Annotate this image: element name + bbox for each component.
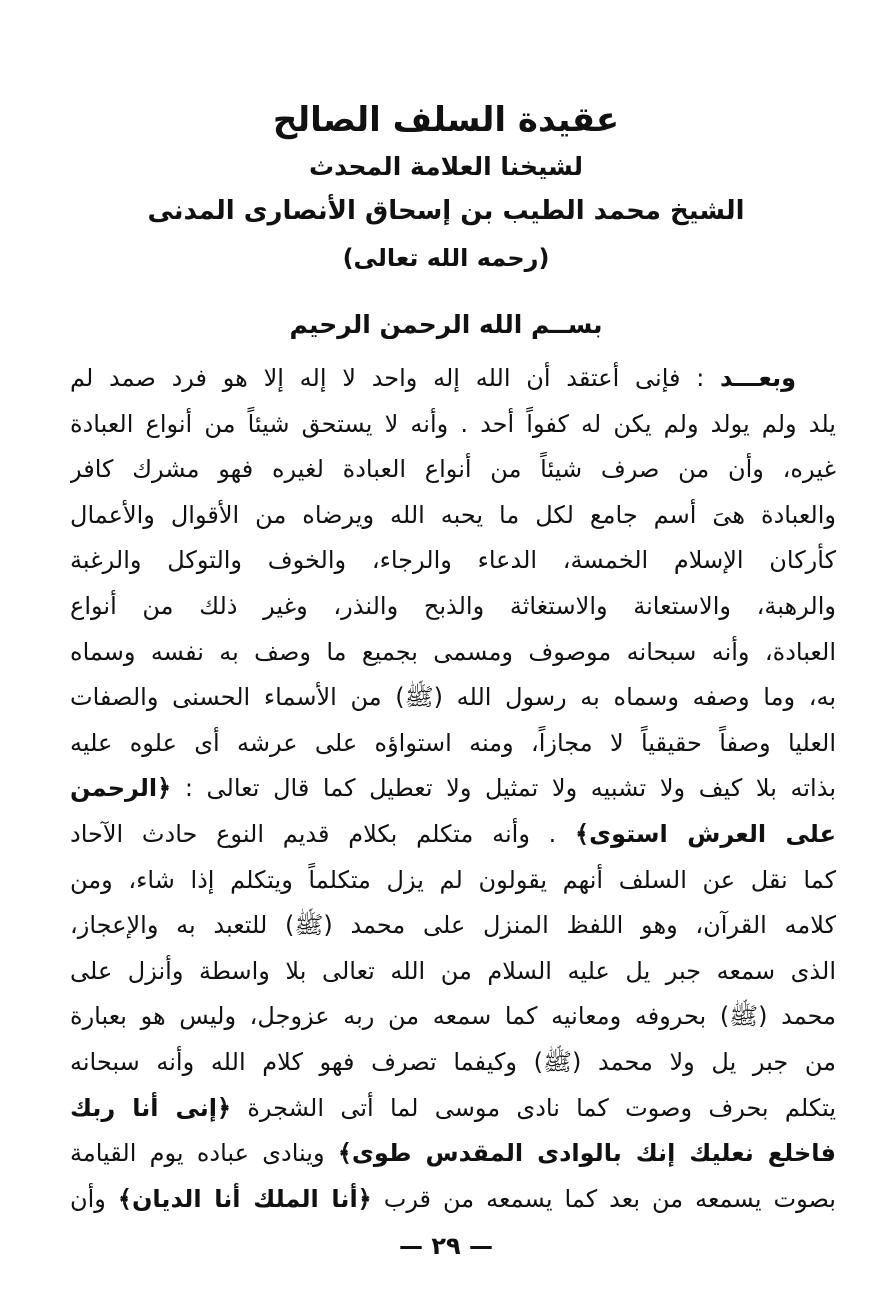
- text-segment: به، وما وصفه وسماه به رسول الله (ﷺ) من الأسماء الحسنى والصفات: [70, 683, 836, 712]
- text-segment: بصوت يسمعه من بعد كما يسمعه من قرب: [371, 1184, 836, 1213]
- body-text: [70, 356, 836, 1222]
- text-line: [70, 493, 836, 539]
- text-line: [70, 630, 836, 676]
- text-line: [70, 447, 836, 493]
- text-segment: محمد (ﷺ) بحروفه ومعانيه كما سمعه من ربه عزوجل، وليس هو بعبارة: [70, 1002, 836, 1031]
- text-segment: والعبادة هىَ أسم جامع لكل ما يحبه الله ويرضاه من الأقوال والأعمال: [70, 500, 836, 529]
- text-line: [70, 356, 836, 402]
- bold-text-segment: وبعـــد: [720, 364, 796, 392]
- text-line: [70, 675, 836, 721]
- text-segment: وينادى عباده يوم القيامة: [70, 1139, 338, 1168]
- subtitle: لشيخنا العلامة المحدث: [308, 152, 584, 181]
- text-segment: من جبر يل ولا محمد (ﷺ) وكيفما تصرف فهو كلام الله وأنه سبحانه: [70, 1047, 836, 1076]
- bold-text-segment: على العرش استوى﴾: [575, 819, 836, 848]
- text-line: [70, 949, 836, 995]
- text-line: [70, 1040, 836, 1086]
- text-segment: . وأنه متكلم بكلام قديم النوع حادث الآحاد: [70, 819, 576, 848]
- bold-text-segment: فاخلع نعليك إنك بالوادى المقدس طوى﴾: [337, 1139, 836, 1168]
- page-title: عقيدة السلف الصالح: [272, 100, 620, 140]
- text-line: [70, 402, 836, 448]
- bold-text-segment: ﴿إنى أنا ربك: [70, 1093, 232, 1122]
- honorific: (رحمه الله تعالى): [342, 244, 550, 272]
- text-segment: غيره، وأن من صرف شيئاً من أنواع العبادة لغيره فهو مشرك كافر: [70, 455, 836, 484]
- text-segment: والرهبة، والاستعانة والاستغاثة والذبح والنذر، وغير ذلك من أنواع: [70, 591, 836, 620]
- text-segment: يلد ولم يولد ولم يكن له كفواً أحد . وأنه لا يستحق شيئاً من أنواع العبادة: [70, 409, 836, 438]
- text-line: [70, 903, 836, 949]
- basmala: بســم الله الرحمن الرحيم: [289, 310, 603, 339]
- text-segment: كلامه القرآن، وهو اللفظ المنزل على محمد (ﷺ) للتعبد به والإعجاز،: [70, 911, 836, 940]
- text-line: [70, 766, 836, 812]
- text-segment: العليا وصفاً حقيقياً لا مجازاً، ومنه استواؤه على عرشه أى علوه عليه: [70, 728, 836, 757]
- text-line: [70, 584, 836, 630]
- text-segment: بذاته بلا كيف ولا تشبيه ولا تمثيل ولا تعطيل كما قال تعالى :: [171, 774, 836, 803]
- text-segment: وأن: [70, 1184, 118, 1213]
- text-line: [70, 1086, 836, 1132]
- text-line: [70, 1177, 836, 1223]
- text-segment: الذى سمعه جبر يل عليه السلام من الله تعالى بلا واسطة وأنزل على: [70, 956, 836, 985]
- text-segment: يتكلم بحرف وصوت كما نادى موسى لما أتى الشجرة: [231, 1093, 836, 1122]
- text-segment: كما نقل عن السلف أنهم يقولون لم يزل متكلماً ويتكلم إذا شاء، ومن: [70, 865, 836, 894]
- text-line: [70, 721, 836, 767]
- text-line: [70, 994, 836, 1040]
- bold-text-segment: ﴿الرحمن: [70, 774, 172, 803]
- text-line: [70, 538, 836, 584]
- text-segment: العبادة، وأنه سبحانه موصوف ومسمى بجميع ما وصف به نفسه وسماه: [70, 637, 836, 666]
- text-segment: : فإنى أعتقد أن الله إله واحد لا إله إلا هو فرد صمد لم: [70, 364, 721, 392]
- text-line: [70, 858, 836, 904]
- text-line: [70, 812, 836, 858]
- text-line: [70, 1131, 836, 1177]
- text-segment: كأركان الإسلام الخمسة، الدعاء والرجاء، والخوف والتوكل والرغبة: [70, 546, 836, 575]
- author-name: الشيخ محمد الطيب بن إسحاق الأنصارى المدنى: [147, 196, 745, 226]
- page-number: — ٢٩ —: [398, 1232, 493, 1260]
- bold-text-segment: ﴿أنا الملك أنا الديان﴾: [117, 1184, 372, 1213]
